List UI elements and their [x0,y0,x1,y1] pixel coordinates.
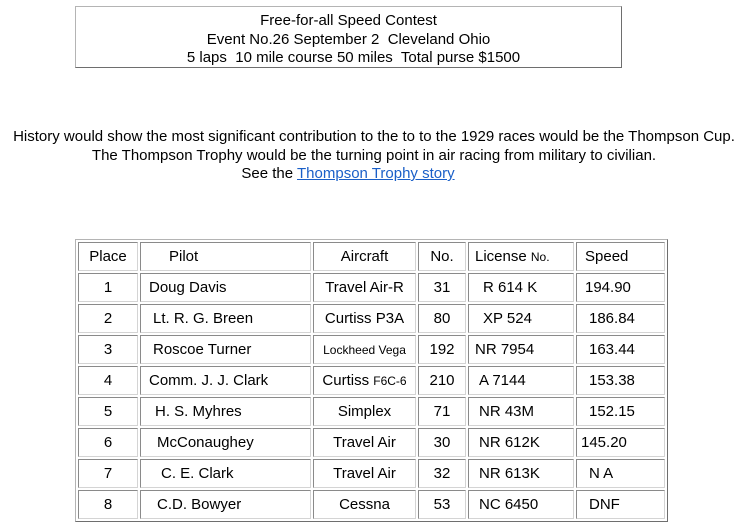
header-speed: Speed [576,242,665,271]
cell-license: NR 613K [468,459,574,488]
cell-license: NR 43M [468,397,574,426]
table-row [78,459,665,488]
cell-license: R 614 K [468,273,574,302]
event-header-box [75,6,622,68]
history-line-3 [0,164,696,183]
cell-aircraft-name: Curtiss [322,372,374,389]
cell-aircraft: Travel Air [313,459,416,488]
cell-place: 2 [78,304,138,333]
header-license [468,242,574,271]
table-row [78,304,665,333]
cell-aircraft: Travel Air-R [313,273,416,302]
cell-pilot: Doug Davis [140,273,311,302]
cell-speed: DNF [576,490,665,519]
table-row [78,490,665,519]
cell-license: NR 7954 [468,335,574,364]
cell-aircraft-small: F6C-6 [373,374,407,388]
cell-license: XP 524 [468,304,574,333]
cell-place: 7 [78,459,138,488]
cell-speed: 152.15 [576,397,665,426]
cell-speed: N A [576,459,665,488]
header-license-no: No. [530,250,550,264]
history-line-2: The Thompson Trophy would be the turning point in air racing from military to civilian. [91,147,657,164]
cell-no: 32 [418,459,466,488]
see-the-text: See the [241,165,298,182]
cell-speed: 153.38 [576,366,665,395]
cell-no: 31 [418,273,466,302]
event-course-info: 5 laps 10 mile course 50 miles Total purse $1500 [186,49,521,66]
event-details: Event No.26 September 2 Cleveland Ohio [206,31,491,48]
cell-pilot: C.D. Bowyer [140,490,311,519]
table-header-row [78,242,665,271]
cell-aircraft: Cessna [313,490,416,519]
cell-pilot: C. E. Clark [140,459,311,488]
header-place: Place [78,242,138,271]
cell-no: 210 [418,366,466,395]
cell-no: 53 [418,490,466,519]
cell-pilot: McConaughey [140,428,311,457]
cell-no: 30 [418,428,466,457]
cell-license: A 7144 [468,366,574,395]
header-aircraft: Aircraft [313,242,416,271]
table-row [78,335,665,364]
cell-license: NC 6450 [468,490,574,519]
table-row [78,273,665,302]
history-line-1: History would show the most significant contribution to the to to the 1929 races would be the Thompson Cup. [13,128,735,145]
header-pilot: Pilot [140,242,311,271]
cell-aircraft-small: Lockheed Vega [323,343,406,357]
cell-aircraft [313,335,416,364]
cell-no: 80 [418,304,466,333]
thompson-trophy-link[interactable]: Thompson Trophy story [297,165,455,182]
event-title: Free-for-all Speed Contest [260,12,437,29]
cell-license: NR 612K [468,428,574,457]
cell-pilot: H. S. Myhres [140,397,311,426]
cell-speed: 194.90 [576,273,665,302]
cell-place: 1 [78,273,138,302]
cell-place: 3 [78,335,138,364]
cell-place: 4 [78,366,138,395]
cell-place: 5 [78,397,138,426]
cell-speed: 145.20 [576,428,665,457]
cell-place: 8 [78,490,138,519]
header-license-label: License [475,248,527,265]
cell-pilot: Roscoe Turner [140,335,311,364]
table-row [78,366,665,395]
cell-speed: 163.44 [576,335,665,364]
cell-aircraft: Travel Air [313,428,416,457]
cell-pilot: Lt. R. G. Breen [140,304,311,333]
cell-aircraft: Curtiss P3A [313,304,416,333]
cell-place: 6 [78,428,138,457]
table-row [78,428,665,457]
header-no: No. [418,242,466,271]
cell-aircraft: Simplex [313,397,416,426]
cell-no: 71 [418,397,466,426]
table-row [78,397,665,426]
cell-pilot: Comm. J. J. Clark [140,366,311,395]
cell-aircraft [313,366,416,395]
race-results-table [75,239,668,522]
cell-no: 192 [418,335,466,364]
cell-speed: 186.84 [576,304,665,333]
